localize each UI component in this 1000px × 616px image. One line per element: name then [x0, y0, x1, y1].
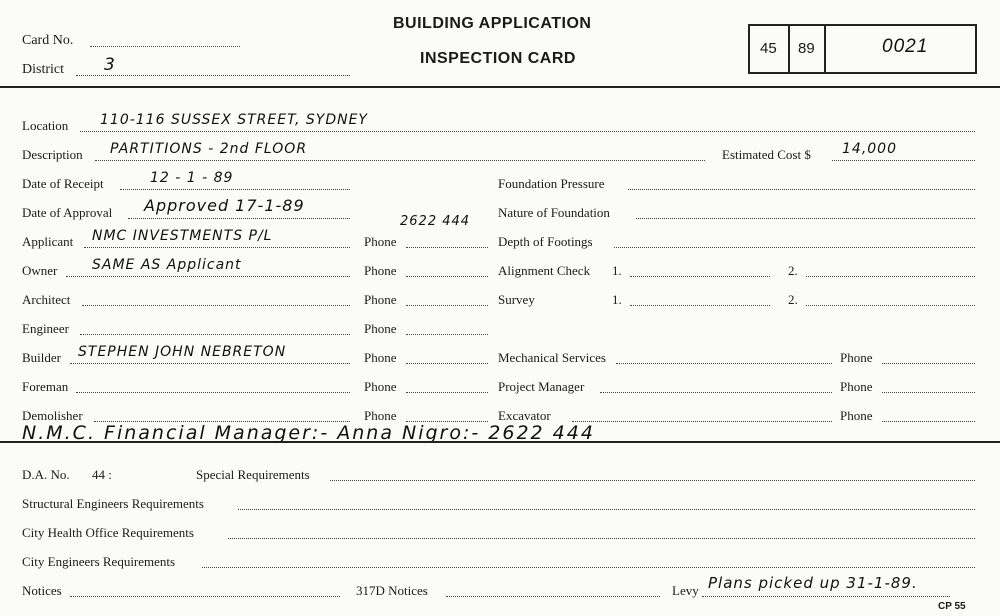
project-manager-phone-field[interactable] — [882, 379, 975, 393]
card-no-label: Card No. — [22, 33, 74, 48]
survey-num1: 1. — [612, 292, 622, 307]
nature-of-foundation-label: Nature of Foundation — [498, 205, 610, 220]
da-no-label: D.A. No. — [22, 467, 70, 482]
engineer-phone-label: Phone — [364, 321, 397, 336]
location-label: Location — [22, 118, 69, 133]
handwritten-annotation: N.M.C. Financial Manager:- Anna Nigro:- 2622 444 — [22, 422, 595, 444]
card-number-part1: 45 — [760, 40, 777, 57]
form-code: CP 55 — [938, 601, 966, 612]
applicant-label: Applicant — [22, 234, 74, 249]
mechanical-services-phone-label: Phone — [840, 350, 873, 365]
estimated-cost-label: Estimated Cost $ — [722, 147, 811, 162]
card-number-part2: 89 — [798, 40, 815, 57]
project-manager-phone-label: Phone — [840, 379, 873, 394]
architect-field[interactable] — [82, 292, 350, 306]
card-number-part3: 0021 — [882, 36, 929, 57]
architect-label: Architect — [22, 292, 71, 307]
card-number-box — [748, 24, 977, 74]
project-manager-label: Project Manager — [498, 379, 585, 394]
applicant-phone-value: 2622 444 — [400, 214, 471, 229]
demolisher-phone-field[interactable] — [406, 408, 488, 422]
applicant-value: NMC INVESTMENTS P/L — [92, 228, 273, 244]
foreman-label: Foreman — [22, 379, 69, 394]
applicant-phone-label: Phone — [364, 234, 397, 249]
applicant-phone-field[interactable] — [406, 234, 488, 248]
estimated-cost-value: 14,000 — [842, 141, 897, 157]
da-no-value: 44 : — [92, 467, 112, 482]
date-of-approval-value: Approved 17-1-89 — [144, 196, 305, 215]
alignment-check-field-1[interactable] — [630, 263, 770, 277]
builder-label: Builder — [22, 350, 61, 365]
demolisher-label: Demolisher — [22, 408, 83, 423]
date-of-receipt-label: Date of Receipt — [22, 176, 104, 191]
description-value: PARTITIONS - 2nd FLOOR — [110, 141, 308, 157]
form-title-line2: INSPECTION CARD — [420, 50, 576, 67]
engineer-field[interactable] — [80, 321, 350, 335]
mechanical-services-label: Mechanical Services — [498, 350, 606, 365]
foundation-pressure-field[interactable] — [628, 176, 975, 190]
depth-of-footings-label: Depth of Footings — [498, 234, 593, 249]
header-divider — [0, 86, 1000, 88]
owner-value: SAME AS Applicant — [92, 257, 242, 273]
description-label: Description — [22, 147, 83, 162]
levy-label: Levy — [672, 583, 699, 598]
structural-requirements-field[interactable] — [238, 496, 975, 510]
owner-phone-label: Phone — [364, 263, 397, 278]
architect-phone-field[interactable] — [406, 292, 488, 306]
structural-requirements-label: Structural Engineers Requirements — [22, 496, 204, 511]
district-label: District — [22, 62, 64, 77]
alignment-check-num2: 2. — [788, 263, 798, 278]
health-requirements-field[interactable] — [228, 525, 975, 539]
demolisher-phone-label: Phone — [364, 408, 397, 423]
levy-value: Plans picked up 31-1-89. — [708, 574, 918, 592]
notices-317d-label: 317D Notices — [356, 583, 428, 598]
location-value: 110-116 SUSSEX STREET, SYDNEY — [100, 112, 368, 128]
district-field[interactable] — [76, 62, 350, 76]
owner-label: Owner — [22, 263, 58, 278]
project-manager-field[interactable] — [600, 379, 832, 393]
health-requirements-label: City Health Office Requirements — [22, 525, 194, 540]
foreman-field[interactable] — [76, 379, 350, 393]
city-engineers-requirements-field[interactable] — [202, 554, 975, 568]
architect-phone-label: Phone — [364, 292, 397, 307]
district-value: 3 — [104, 55, 116, 75]
excavator-phone-label: Phone — [840, 408, 873, 423]
demolisher-field[interactable] — [94, 408, 350, 422]
special-requirements-label: Special Requirements — [196, 467, 310, 482]
survey-field-1[interactable] — [630, 292, 770, 306]
builder-phone-label: Phone — [364, 350, 397, 365]
date-of-receipt-value: 12 - 1 - 89 — [150, 170, 234, 186]
survey-field-2[interactable] — [806, 292, 975, 306]
city-engineers-requirements-label: City Engineers Requirements — [22, 554, 176, 569]
foundation-pressure-label: Foundation Pressure — [498, 176, 605, 191]
special-requirements-field[interactable] — [330, 467, 975, 481]
fields-divider — [0, 441, 1000, 443]
alignment-check-label: Alignment Check — [498, 263, 591, 278]
date-of-approval-label: Date of Approval — [22, 205, 113, 220]
notices-label: Notices — [22, 583, 62, 598]
notices-317d-field[interactable] — [446, 583, 660, 597]
mechanical-services-field[interactable] — [616, 350, 832, 364]
foreman-phone-label: Phone — [364, 379, 397, 394]
builder-value: STEPHEN JOHN NEBRETON — [78, 344, 287, 360]
card-no-field[interactable] — [90, 33, 240, 47]
engineer-label: Engineer — [22, 321, 69, 336]
nature-of-foundation-field[interactable] — [636, 205, 975, 219]
excavator-field[interactable] — [572, 408, 832, 422]
excavator-phone-field[interactable] — [882, 408, 975, 422]
excavator-label: Excavator — [498, 408, 551, 423]
alignment-check-num1: 1. — [612, 263, 622, 278]
form-title-line1: BUILDING APPLICATION — [393, 15, 592, 32]
alignment-check-field-2[interactable] — [806, 263, 975, 277]
mechanical-services-phone-field[interactable] — [882, 350, 975, 364]
foreman-phone-field[interactable] — [406, 379, 488, 393]
survey-num2: 2. — [788, 292, 798, 307]
depth-of-footings-field[interactable] — [614, 234, 975, 248]
engineer-phone-field[interactable] — [406, 321, 488, 335]
owner-phone-field[interactable] — [406, 263, 488, 277]
notices-field[interactable] — [70, 583, 340, 597]
builder-phone-field[interactable] — [406, 350, 488, 364]
survey-label: Survey — [498, 292, 535, 307]
